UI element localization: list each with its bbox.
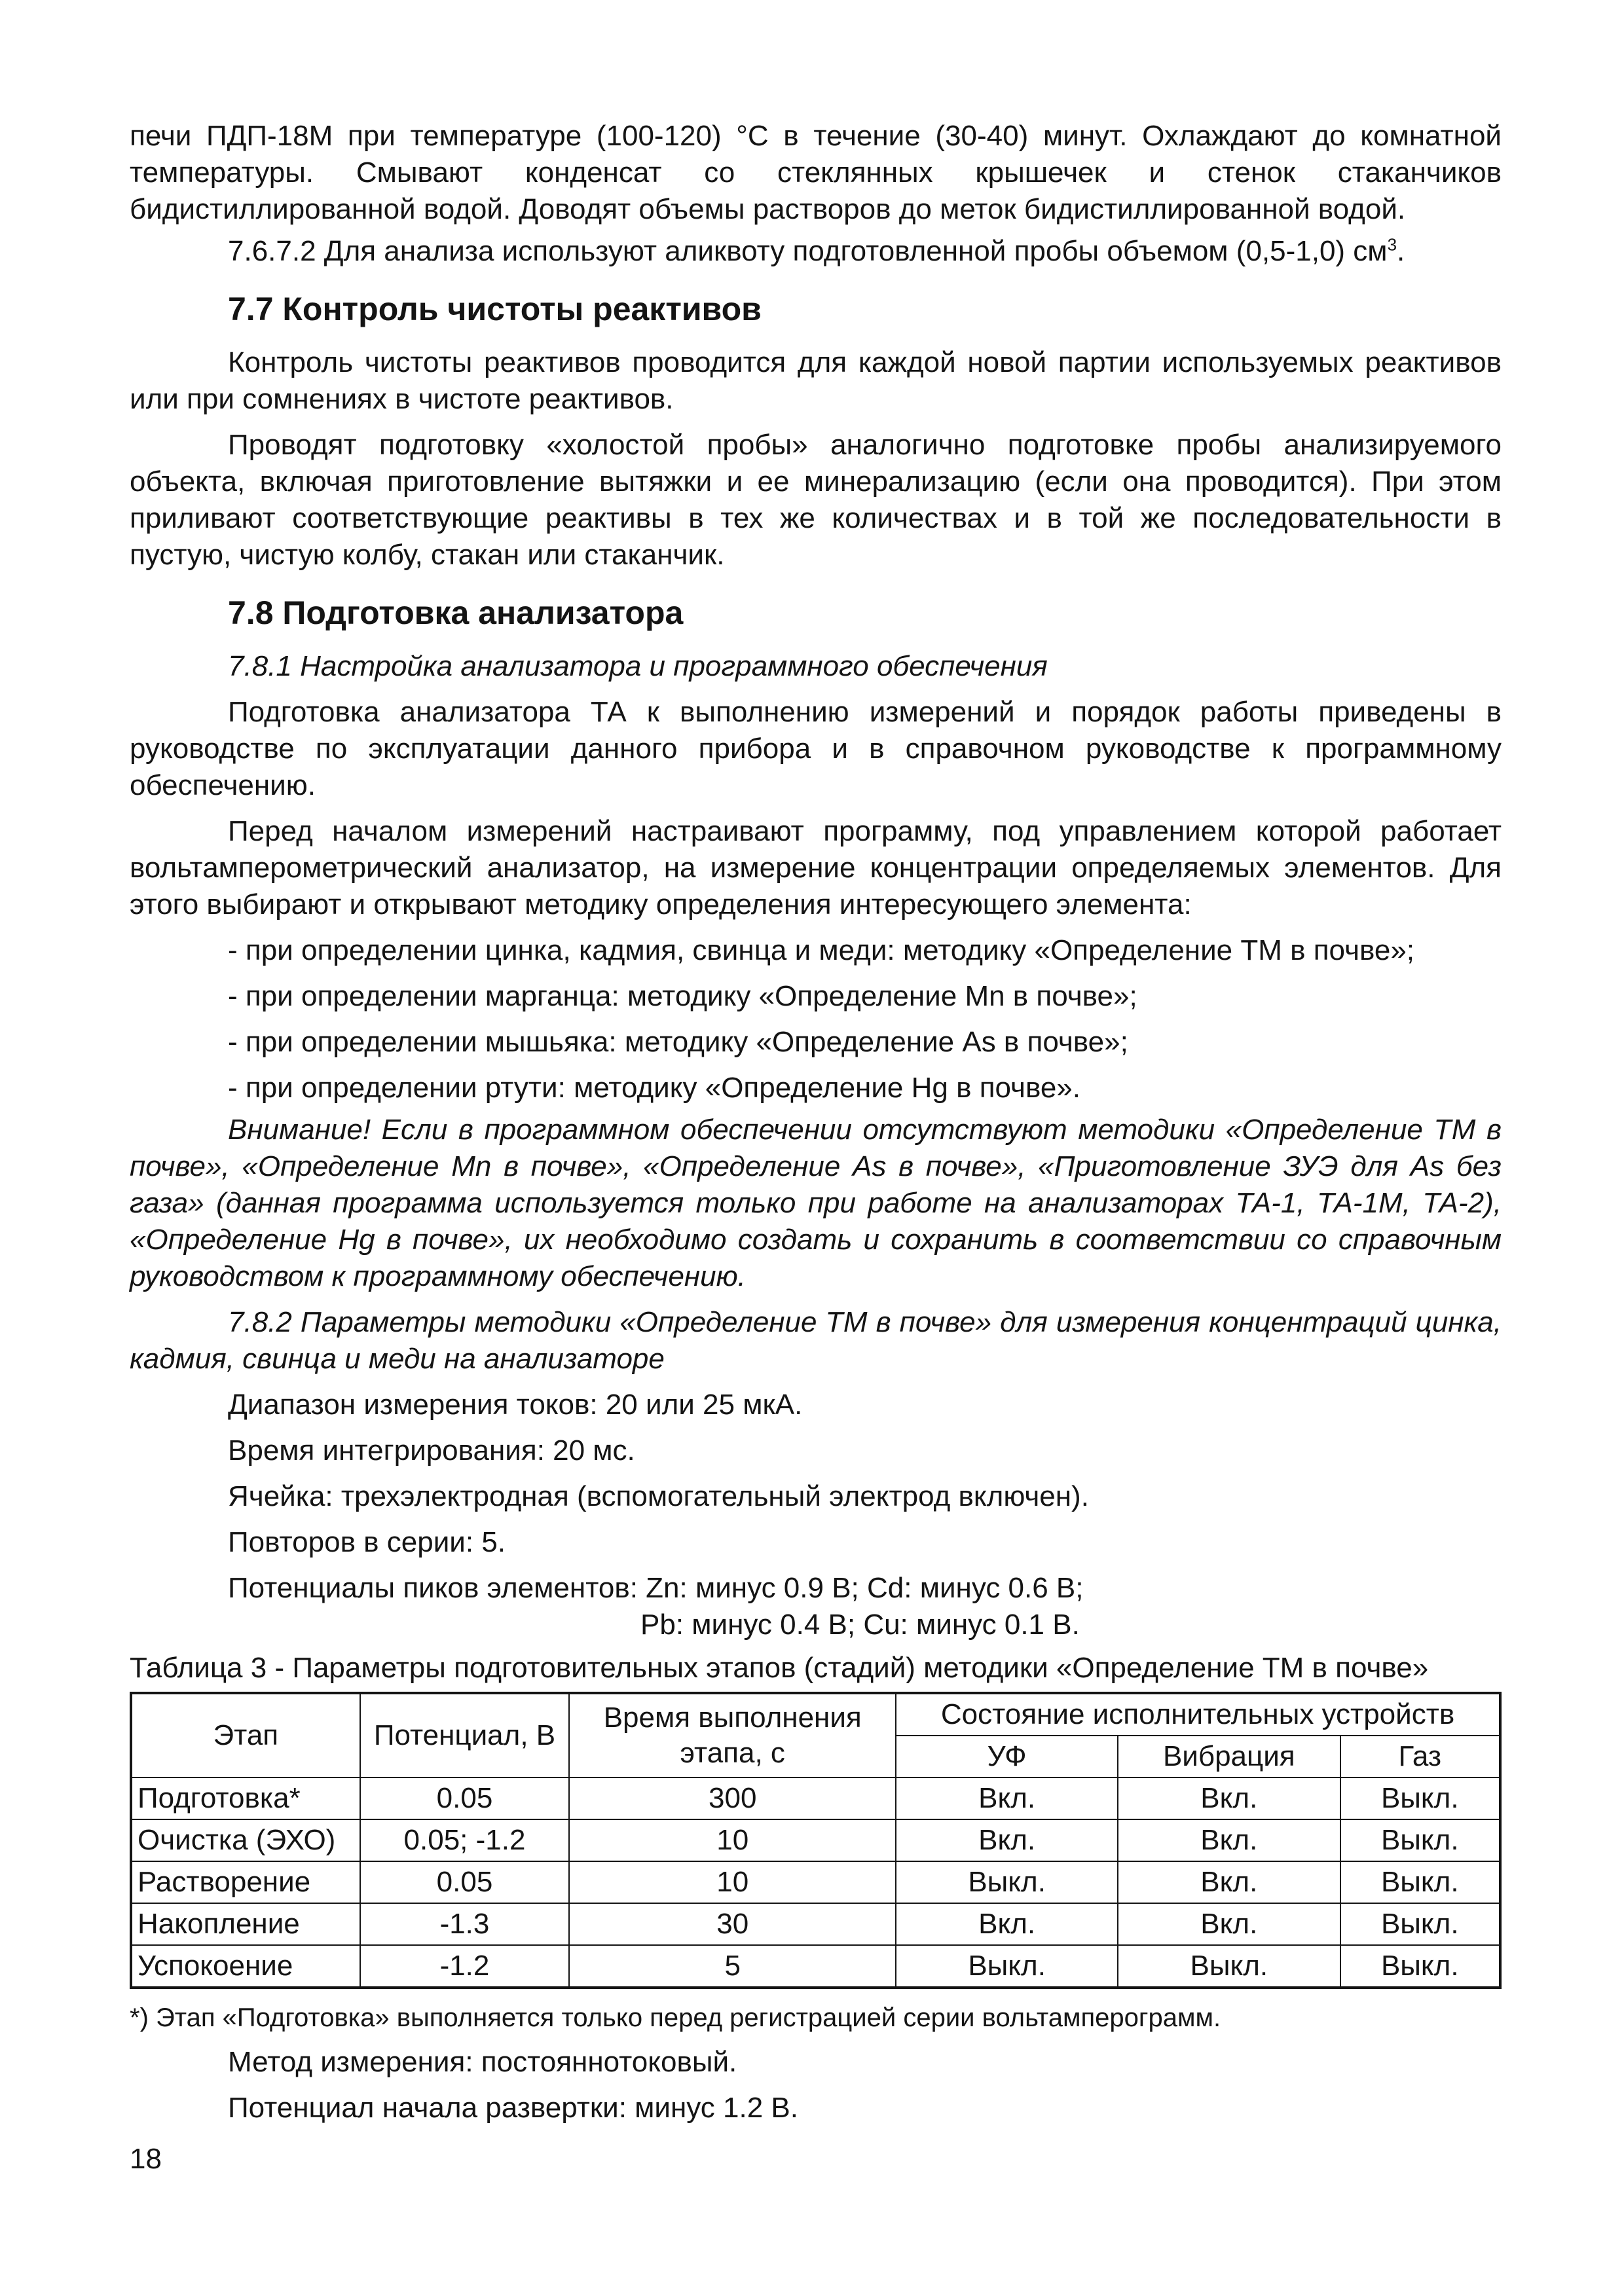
cell-stage: Накопление xyxy=(131,1903,360,1945)
section-7-7-heading: 7.7 Контроль чистоты реактивов xyxy=(228,291,762,327)
cell-uv: Вкл. xyxy=(896,1903,1118,1945)
sweep-start-potential: Потенциал начала развертки: минус 1.2 В. xyxy=(228,2092,798,2124)
cell-gas: Выкл. xyxy=(1340,1861,1501,1903)
cell-vibration: Вкл. xyxy=(1118,1861,1340,1903)
cell-stage: Подготовка* xyxy=(131,1777,360,1819)
cell-uv: Вкл. xyxy=(896,1777,1118,1819)
table-row xyxy=(131,1777,1500,1819)
list-item: - при определении мышьяка: методику «Определение As в почве»; xyxy=(228,1026,1128,1058)
param-repeats: Повторов в серии: 5. xyxy=(228,1526,506,1558)
table-3 xyxy=(130,1692,1502,1989)
header-uv: УФ xyxy=(896,1736,1118,1777)
continuation-paragraph: печи ПДП-18М при температуре (100-120) °С в течение (30-40) минут. Охлаждают до комнатной температуры. Смывают конденсат со стеклянных крышечек и стенок стаканчиков бидистиллированной водой. Доводят объемы растворов до меток бидистиллированной водой. xyxy=(130,120,1502,225)
param-cell: Ячейка: трехэлектродная (вспомогательный электрод включен). xyxy=(228,1480,1089,1512)
cell-gas: Выкл. xyxy=(1340,1945,1501,1988)
header-potential: Потенциал, В xyxy=(360,1693,570,1777)
header-stage: Этап xyxy=(131,1693,360,1777)
list-item: - при определении ртути: методику «Определение Hg в почве». xyxy=(228,1072,1080,1104)
unit-superscript: 3 xyxy=(1387,234,1397,255)
table-row xyxy=(131,1861,1500,1903)
section-7-8-paragraph-1: Подготовка анализатора ТА к выполнению измерений и порядок работы приведены в руководстве по эксплуатации данного прибора и в справочном руководстве к программному обеспечению. xyxy=(130,696,1502,801)
cell-gas: Выкл. xyxy=(1340,1777,1501,1819)
cell-time: 10 xyxy=(569,1819,896,1861)
measurement-method: Метод измерения: постояннотоковый. xyxy=(228,2046,737,2078)
cell-time: 30 xyxy=(569,1903,896,1945)
cell-gas: Выкл. xyxy=(1340,1903,1501,1945)
paragraph-7-6-7-2-end: . xyxy=(1397,235,1405,267)
section-7-7-paragraph-2: Проводят подготовку «холостой пробы» аналогично подготовке пробы анализируемого объекта, включая приготовление вытяжки и ее минерализацию (если она проводится). При этом приливают соответствующие реактивы в тех же количествах и в той же последовательности в пустую, чистую колбу, стакан или стаканчик. xyxy=(130,429,1502,571)
paragraph-7-6-7-2-text: 7.6.7.2 Для анализа используют аликвоту подготовленной пробы объемом (0,5-1,0) см xyxy=(228,235,1388,267)
header-devices: Состояние исполнительных устройств xyxy=(896,1693,1500,1736)
warning-paragraph: Внимание! Если в программном обеспечении отсутствуют методики «Определение ТМ в почве», «Определение Mn в почве», «Определение As в почве», «Приготовление ЗУЭ для As без газа» (данная программа используется только при работе на анализаторах ТА-1, ТА-1М, ТА-2), «Определение Hg в почве», их необходимо создать и сохранить в соответствии со справочным руководством к программному обеспечению. xyxy=(130,1114,1502,1292)
cell-uv: Выкл. xyxy=(896,1861,1118,1903)
table-footnote: *) Этап «Подготовка» выполняется только перед регистрацией серии вольтамперограмм. xyxy=(130,2003,1221,2032)
cell-potential: 0.05; -1.2 xyxy=(360,1819,570,1861)
param-peak-potentials: Потенциалы пиков элементов: Zn: минус 0.9 В; Cd: минус 0.6 В; xyxy=(228,1572,1084,1604)
cell-vibration: Вкл. xyxy=(1118,1777,1340,1819)
cell-uv: Выкл. xyxy=(896,1945,1118,1988)
param-integration-time: Время интегрирования: 20 мс. xyxy=(228,1434,635,1467)
param-peak-potentials-continued: Pb: минус 0.4 В; Cu: минус 0.1 В. xyxy=(640,1609,1080,1641)
cell-time: 5 xyxy=(569,1945,896,1988)
cell-time: 10 xyxy=(569,1861,896,1903)
cell-potential: 0.05 xyxy=(360,1861,570,1903)
table-row xyxy=(131,1819,1500,1861)
table-row xyxy=(131,1903,1500,1945)
table-row xyxy=(131,1945,1500,1988)
document-page xyxy=(130,118,1502,2126)
header-gas: Газ xyxy=(1340,1736,1501,1777)
subsection-7-8-2-title: 7.8.2 Параметры методики «Определение ТМ в почве» для измерения концентраций цинка, кадмия, свинца и меди на анализаторе xyxy=(130,1306,1502,1375)
paragraph-7-6-7-2 xyxy=(130,233,1502,270)
cell-time: 300 xyxy=(569,1777,896,1819)
cell-stage: Очистка (ЭХО) xyxy=(131,1819,360,1861)
cell-vibration: Вкл. xyxy=(1118,1903,1340,1945)
cell-potential: 0.05 xyxy=(360,1777,570,1819)
method-list xyxy=(130,932,1502,1106)
list-item: - при определении марганца: методику «Определение Mn в почве»; xyxy=(228,980,1137,1012)
cell-vibration: Выкл. xyxy=(1118,1945,1340,1988)
table-3-caption: Таблица 3 - Параметры подготовительных этапов (стадий) методики «Определение ТМ в почве» xyxy=(130,1652,1429,1684)
param-current-range: Диапазон измерения токов: 20 или 25 мкА. xyxy=(228,1389,803,1421)
cell-potential: -1.2 xyxy=(360,1945,570,1988)
page-number: 18 xyxy=(130,2143,162,2175)
list-item: - при определении цинка, кадмия, свинца и меди: методику «Определение ТМ в почве»; xyxy=(228,934,1415,966)
cell-vibration: Вкл. xyxy=(1118,1819,1340,1861)
subsection-7-8-1-title: 7.8.1 Настройка анализатора и программного обеспечения xyxy=(228,650,1048,682)
cell-gas: Выкл. xyxy=(1340,1819,1501,1861)
section-7-8-heading: 7.8 Подготовка анализатора xyxy=(228,594,684,631)
section-7-8-paragraph-2: Перед началом измерений настраивают программу, под управлением которой работает вольтамперометрический анализатор, на измерение концентрации определяемых элементов. Для этого выбирают и открывают методику определения интересующего элемента: xyxy=(130,815,1502,920)
header-vibration: Вибрация xyxy=(1118,1736,1340,1777)
cell-stage: Успокоение xyxy=(131,1945,360,1988)
cell-uv: Вкл. xyxy=(896,1819,1118,1861)
header-time: Время выполнения этапа, с xyxy=(569,1693,896,1777)
cell-potential: -1.3 xyxy=(360,1903,570,1945)
cell-stage: Растворение xyxy=(131,1861,360,1903)
section-7-7-paragraph-1: Контроль чистоты реактивов проводится для каждой новой партии используемых реактивов или при сомнениях в чистоте реактивов. xyxy=(130,346,1502,415)
